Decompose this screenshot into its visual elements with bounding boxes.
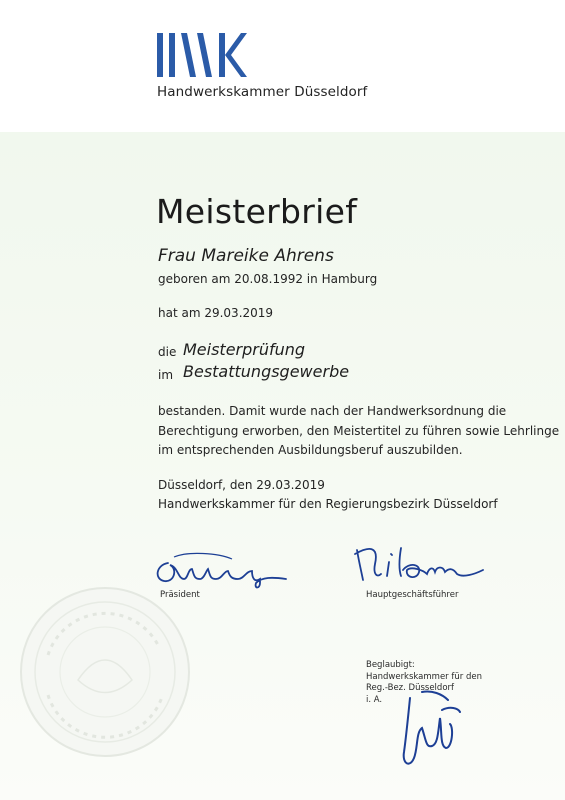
hwk-logo-icon <box>157 33 247 77</box>
president-label: Präsident <box>160 590 200 600</box>
manager-signature <box>345 540 495 595</box>
exam-prefix-die: die <box>158 345 177 359</box>
certificate-body <box>158 402 560 461</box>
body-line: bestanden. Damit wurde nach der Handwerksordnung die <box>158 404 507 418</box>
body-line: Berechtigung erworben, den Meistertitel zu führen sowie Lehrlinge <box>158 423 560 438</box>
organization-name: Handwerkskammer Düsseldorf <box>157 84 368 100</box>
certificate-title: Meisterbrief <box>156 192 358 231</box>
issuer-name: Handwerkskammer für den Regierungsbezirk Düsseldorf <box>158 497 498 511</box>
president-signature <box>148 545 298 595</box>
certification-line: i. A. <box>366 694 383 705</box>
certification-line: Reg.-Bez. Düsseldorf <box>366 683 455 693</box>
trade-name: Bestattungsgewerbe <box>183 362 350 381</box>
manager-label: Hauptgeschäftsführer <box>366 590 459 600</box>
certification-signature <box>392 688 462 770</box>
body-line: im entsprechenden Ausbildungsberuf auszubilden. <box>158 443 463 457</box>
embossed-seal-icon <box>18 585 193 760</box>
certification-line: Beglaubigt: <box>366 660 415 670</box>
exam-prefix-im: im <box>158 368 174 382</box>
birth-line: geboren am 20.08.1992 in Hamburg <box>158 272 378 286</box>
exam-type: Meisterprüfung <box>183 340 306 359</box>
place-date: Düsseldorf, den 29.03.2019 <box>158 478 325 492</box>
exam-date-line: hat am 29.03.2019 <box>158 306 274 320</box>
recipient-name: Frau Mareike Ahrens <box>158 246 334 266</box>
certification-line: Handwerkskammer für den <box>366 671 482 682</box>
